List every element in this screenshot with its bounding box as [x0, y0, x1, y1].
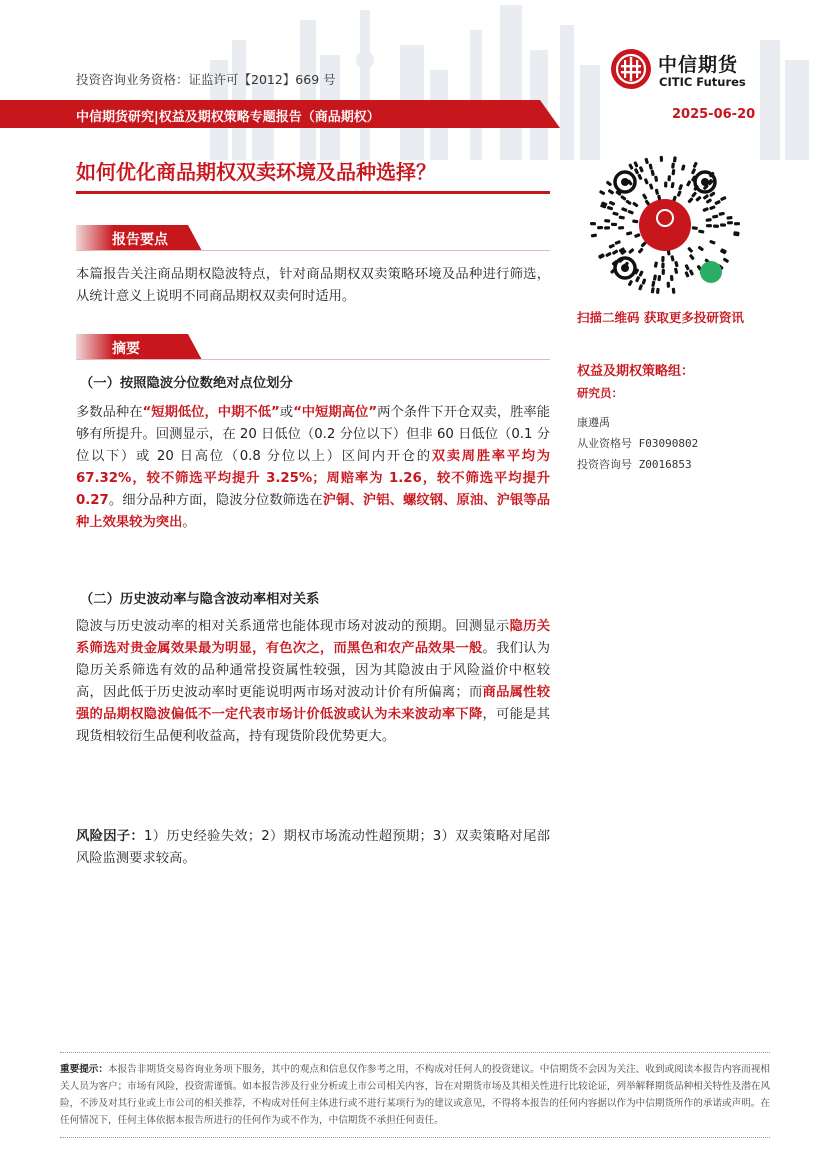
- highlight-text: 隐历关系筛选对贵金属效果最为明显，有色次之，而黑色和农产品效果一般: [76, 619, 551, 656]
- disclaimer-text: 本报告非期货交易咨询业务项下服务，其中的观点和信息仅作参考之用，不构成对任何人的投资建议。中信期货不会因为关注、收到或阅读本报告内容而视相关人员为客户；市场有风险，投资需谨慎。如本报告涉及行业分析或上市公司相关内容，旨在对期货市场及其相关性进行比较论证，列举解释期货品种相关特性及潜在风险，不涉及对其行业或上市公司的相关推荐，不构成对任何主体进行或不进行某项行为的建议或意见，不得将本报告的任何内容据以作为中信期货所作的承诺或声明。在任何情况下，任何主体依据本报告所进行的任何作为或不作为，中信期货不承担任何责任。: [60, 1064, 771, 1126]
- summary-label: 摘要: [112, 341, 140, 357]
- logo-chinese: 中信期货: [658, 54, 739, 76]
- body-text: 。: [182, 515, 196, 530]
- risk-factors: [76, 826, 550, 870]
- summary-part1-title: （一）按照隐波分位数绝对点位划分: [80, 376, 293, 391]
- logo-english: CITIC Futures: [659, 75, 746, 89]
- title-divider: [76, 191, 550, 194]
- report-title: 如何优化商品期权双卖环境及品种选择？: [76, 160, 436, 184]
- key-points-header: [76, 225, 202, 251]
- report-date: 2025-06-20: [672, 107, 756, 122]
- body-text: 。细分品种方面，隐波分位数筛选在: [108, 493, 323, 508]
- body-text: 隐波与历史波动率的相对关系通常也能体现市场对波动的预期。回测显示: [76, 619, 510, 634]
- section-divider: [76, 250, 550, 251]
- body-text: 多数品种在: [76, 405, 143, 420]
- highlight-text: 沪铜、沪铝、螺纹钢、原油、沪银等品种上效果较为突出: [76, 493, 551, 530]
- citic-logo-icon: [610, 48, 652, 90]
- report-series: 中信期货研究|权益及期权策略专题报告（商品期权）: [76, 110, 380, 125]
- summary-part2-title: （二）历史波动率与隐含波动率相对关系: [80, 592, 320, 607]
- body-text: 或: [279, 405, 294, 420]
- consulting-number: 投资咨询号 Z0016853: [577, 458, 692, 471]
- highlight-text: “短期低位，中期不低”: [142, 405, 280, 420]
- highlight-text: 双卖周胜率平均为 67.32%，较不筛选平均提升 3.25%；周赔率为 1.26，较不筛选平均提升 0.27: [76, 449, 551, 508]
- citic-futures-logo: [610, 48, 760, 92]
- highlight-text: “中短期高位”: [293, 405, 378, 420]
- disclaimer-label: 重要提示：: [60, 1064, 108, 1075]
- summary-part1-text: [76, 402, 550, 534]
- body-text: 。我们认为隐历关系筛选有效的品种通常投资属性较强，因为其隐波由于风险溢价中枢较高，因此低于历史波动率时更能说明两市场对波动计价有所偏离；而: [76, 641, 551, 700]
- risk-label: 风险因子：: [76, 829, 144, 844]
- analyst-name: 康遵禹: [577, 416, 610, 429]
- team-name: 权益及期权策略组：: [577, 364, 695, 379]
- qr-code[interactable]: [585, 150, 745, 300]
- body-text: ，可能是其现货相较衍生品便利收益高，持有现货阶段优势更大。: [76, 707, 551, 744]
- highlight-text: 商品属性较强的品期权隐波偏低不一定代表市场计价低波或认为未来波动率下降: [76, 685, 551, 722]
- disclaimer: [60, 1052, 770, 1138]
- qr-caption: 扫描二维码 获取更多投研资讯: [577, 310, 744, 325]
- license-text: 投资咨询业务资格：证监许可【2012】669 号: [76, 72, 336, 87]
- key-points-label: 报告要点: [112, 232, 168, 248]
- summary-part2-text: [76, 616, 550, 748]
- qualification-number: 从业资格号 F03090802: [577, 437, 699, 450]
- section-divider: [76, 359, 550, 360]
- body-text: 两个条件下开仓双卖，胜率能够有所提升。回测显示，在 20 日低位（0.2 分位以下）但非 60 日低位（0.1 分位以下）或 20 日高位（0.8 分位以上）区间内开仓的: [76, 405, 551, 464]
- summary-header: [76, 334, 202, 360]
- role-label: 研究员：: [577, 386, 623, 400]
- key-points-text: 本篇报告关注商品期权隐波特点，针对商品期权双卖策略环境及品种进行筛选，从统计意义上说明不同商品期权双卖何时适用。: [76, 267, 550, 304]
- risk-text: 1）历史经验失效；2）期权市场流动性超预期；3）双卖策略对尾部风险监测要求较高。: [76, 829, 551, 866]
